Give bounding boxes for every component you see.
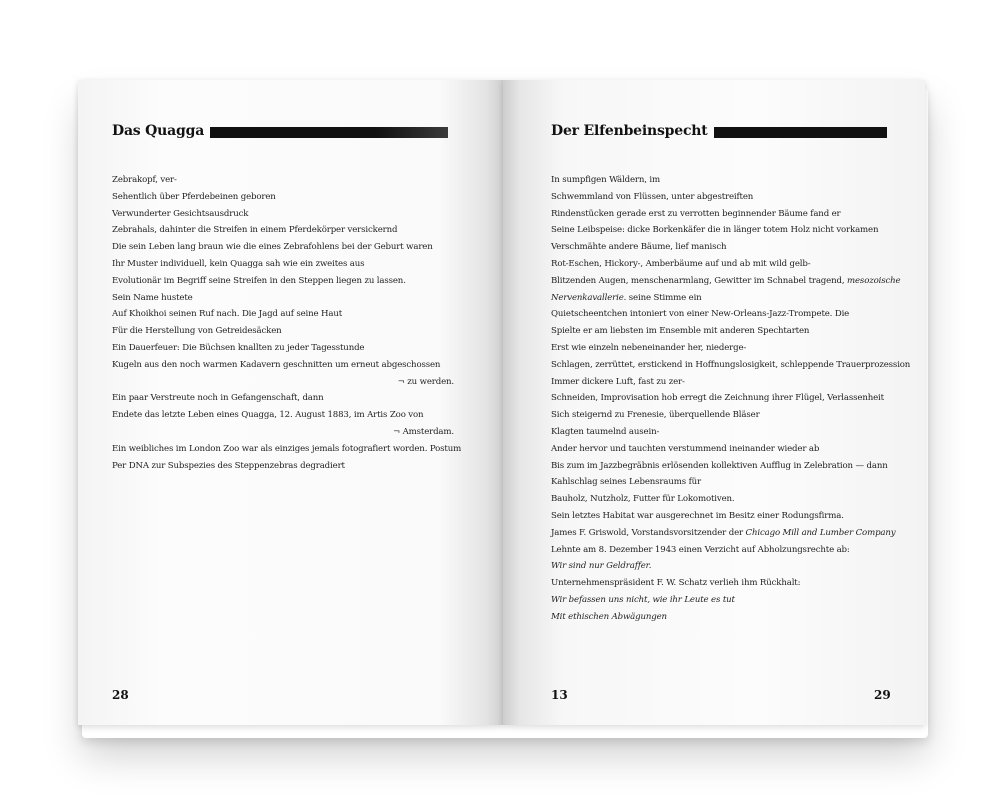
poem-line xyxy=(112,441,462,458)
poem-line xyxy=(112,290,454,307)
poem-line-text: Sein letztes Habitat war ausgerechnet im Besitz einer Rodungsfirma. xyxy=(551,510,844,521)
poem-line xyxy=(551,424,891,441)
poem-line-text: Bauholz, Nutzholz, Futter für Lokomotiven. xyxy=(551,494,735,505)
poem-line xyxy=(551,575,891,592)
poem-line xyxy=(551,222,891,239)
poem-line xyxy=(112,323,454,340)
poem-line xyxy=(551,558,891,575)
left-page xyxy=(78,80,503,725)
poem-line-text: Für die Herstellung von Getreidesäcken xyxy=(112,326,282,337)
poem-line xyxy=(112,256,454,273)
poem-line-text: Ein Dauerfeuer: Die Büchsen knallten zu jeder Tagesstunde xyxy=(112,342,365,353)
poem-line xyxy=(551,508,891,525)
poem-line xyxy=(551,441,891,458)
poem-line-text: Mit ethischen Abwägungen xyxy=(551,611,667,622)
poem-line xyxy=(551,256,891,273)
poem-line xyxy=(551,172,891,189)
poem-line xyxy=(112,458,454,475)
poem-line-text: Ihr Muster individuell, kein Quagga sah wie ein zweites aus xyxy=(112,258,365,269)
poem-line-text: Sein Name hustete xyxy=(112,292,193,303)
poem-line-text: Verschmähte andere Bäume, lief manisch xyxy=(551,242,727,253)
poem-line xyxy=(551,306,891,323)
poem-line-text: Immer dickere Luft, fast zu zer- xyxy=(551,376,685,387)
poem-line-text: Wir befassen uns nicht, wie ihr Leute es tut xyxy=(551,594,735,605)
poem-line-text: Schneiden, Improvisation hob erregt die Zeichnung ihrer Flügel, Verlassenheit xyxy=(551,393,884,404)
poem-line xyxy=(112,340,454,357)
poem-line xyxy=(551,374,891,391)
poem-line-text: . seine Stimme ein xyxy=(623,292,702,303)
poem-line xyxy=(112,306,454,323)
poem-line-text: Zebrakopf, ver- xyxy=(112,175,177,185)
poem-line xyxy=(112,273,454,290)
poem-line-text: In sumpfigen Wäldern, im xyxy=(551,175,660,185)
poem-line xyxy=(551,239,891,256)
right-corner-number: 13 xyxy=(551,688,568,702)
poem-line-text: Quietscheentchen intoniert von einer New-Orleans-Jazz-Trompete. Die xyxy=(551,309,850,320)
poem-line xyxy=(112,189,454,206)
poem-line-text: Ein weibliches im London Zoo war als einziges jemals fotografiert worden. Postum xyxy=(112,443,462,454)
poem-line-text: Schwemmland von Flüssen, unter abgestreiften xyxy=(551,191,754,202)
left-page-number: 28 xyxy=(112,688,129,702)
poem-line xyxy=(112,239,454,256)
poem-line xyxy=(551,290,891,307)
poem-line-text: Ein paar Verstreute noch in Gefangenschaft, dann xyxy=(112,393,324,404)
poem-line-text: ¬ Amsterdam. xyxy=(392,426,454,437)
poem-line xyxy=(112,407,454,424)
poem-line-text: Seine Leibspeise: dicke Borkenkäfer die in länger totem Holz nicht vorkamen xyxy=(551,225,879,236)
poem-line-text: Sehentlich über Pferdebeinen geboren xyxy=(112,191,276,202)
poem-line-italic: Chicago Mill and Lumber Company xyxy=(745,527,896,538)
poem-line xyxy=(551,474,891,491)
right-page-number: 29 xyxy=(874,688,891,702)
poem-line xyxy=(551,189,891,206)
poem-line-text: Rot-Eschen, Hickory-, Amberbäume auf und ab mit wild gelb- xyxy=(551,258,811,269)
poem-line-text: Zebrahals, dahinter die Streifen in einem Pferdekörper versickernd xyxy=(112,225,398,236)
left-title-bar xyxy=(210,127,448,138)
poem-line xyxy=(551,592,891,609)
poem-line xyxy=(551,323,891,340)
poem-line xyxy=(112,357,454,374)
poem-line-text: Spielte er am liebsten im Ensemble mit anderen Spechtarten xyxy=(551,326,810,337)
poem-line xyxy=(551,491,891,508)
right-page xyxy=(503,80,925,725)
poem-line-text: Schlagen, zerrüttet, erstickend in Hoffnungslosigkeit, schleppende Trauerprozession xyxy=(551,359,911,370)
poem-line-text: Unternehmenspräsident F. W. Schatz verlieh ihm Rückhalt: xyxy=(551,578,801,589)
poem-line-text: Kahlschlag seines Lebensraums für xyxy=(551,477,701,488)
poem-line-text: Lehnte am 8. Dezember 1943 einen Verzicht auf Abholzungsrechte ab: xyxy=(551,544,850,555)
poem-line-text: ¬ zu werden. xyxy=(397,376,454,387)
poem-line-text: Erst wie einzeln nebeneinander her, niederge- xyxy=(551,342,747,353)
poem-line-text: Per DNA zur Subspezies des Steppenzebras degradiert xyxy=(112,460,345,471)
poem-line-italic: Nervenkavallerie xyxy=(551,292,624,303)
left-title-row xyxy=(112,121,448,141)
poem-line xyxy=(551,407,891,424)
poem-line-text: Endete das letzte Leben eines Quagga, 12. August 1883, im Artis Zoo von xyxy=(112,410,424,421)
poem-line xyxy=(551,340,891,357)
poem-line xyxy=(112,390,454,407)
poem-line xyxy=(551,525,896,542)
poem-line xyxy=(551,609,891,626)
poem-line xyxy=(112,424,454,441)
right-title-row xyxy=(551,121,887,141)
right-page-title: Der Elfenbeinspecht xyxy=(551,123,708,139)
left-poem-body xyxy=(112,172,462,474)
poem-line xyxy=(551,542,891,559)
right-title-bar xyxy=(714,127,887,138)
poem-line xyxy=(112,172,454,189)
left-page-title: Das Quagga xyxy=(112,123,205,139)
poem-line xyxy=(551,458,891,475)
right-poem-body xyxy=(551,172,911,626)
poem-line xyxy=(551,390,891,407)
poem-line xyxy=(551,273,901,290)
poem-line-text: Wir sind nur Geldraffer. xyxy=(551,561,652,572)
poem-line-text: Ander hervor und tauchten verstummend ineinander wieder ab xyxy=(551,443,820,454)
poem-line-text: Klagten taumelnd ausein- xyxy=(551,426,660,437)
poem-line xyxy=(112,222,454,239)
poem-line-text: Sich steigernd zu Frenesie, überquellende Bläser xyxy=(551,410,760,421)
poem-line-text: Kugeln aus den noch warmen Kadavern geschnitten um erneut abgeschossen xyxy=(112,359,441,370)
poem-line-text: Blitzenden Augen, menschenarmlang, Gewitter im Schnabel tragend, xyxy=(551,275,847,286)
poem-line-text: Die sein Leben lang braun wie die eines Zebrafohlens bei der Geburt waren xyxy=(112,242,433,253)
poem-line-italic: mesozoische xyxy=(847,275,901,286)
poem-line-text: Evolutionär im Begriff seine Streifen in den Steppen liegen zu lassen. xyxy=(112,275,406,286)
poem-line-text: James F. Griswold, Vorstandsvorsitzender der xyxy=(551,527,746,538)
poem-line-text: Bis zum im Jazzbegräbnis erlösenden kollektiven Aufflug in Zelebration — dann xyxy=(551,460,888,471)
poem-line-text: Verwunderter Gesichtsausdruck xyxy=(112,208,249,219)
poem-line xyxy=(551,357,911,374)
poem-line xyxy=(112,206,454,223)
poem-line-text: Rindenstücken gerade erst zu verrotten beginnender Bäume fand er xyxy=(551,208,841,219)
poem-line xyxy=(112,374,454,391)
poem-line-text: Auf Khoikhoi seinen Ruf nach. Die Jagd auf seine Haut xyxy=(112,309,343,320)
poem-line xyxy=(551,206,891,223)
